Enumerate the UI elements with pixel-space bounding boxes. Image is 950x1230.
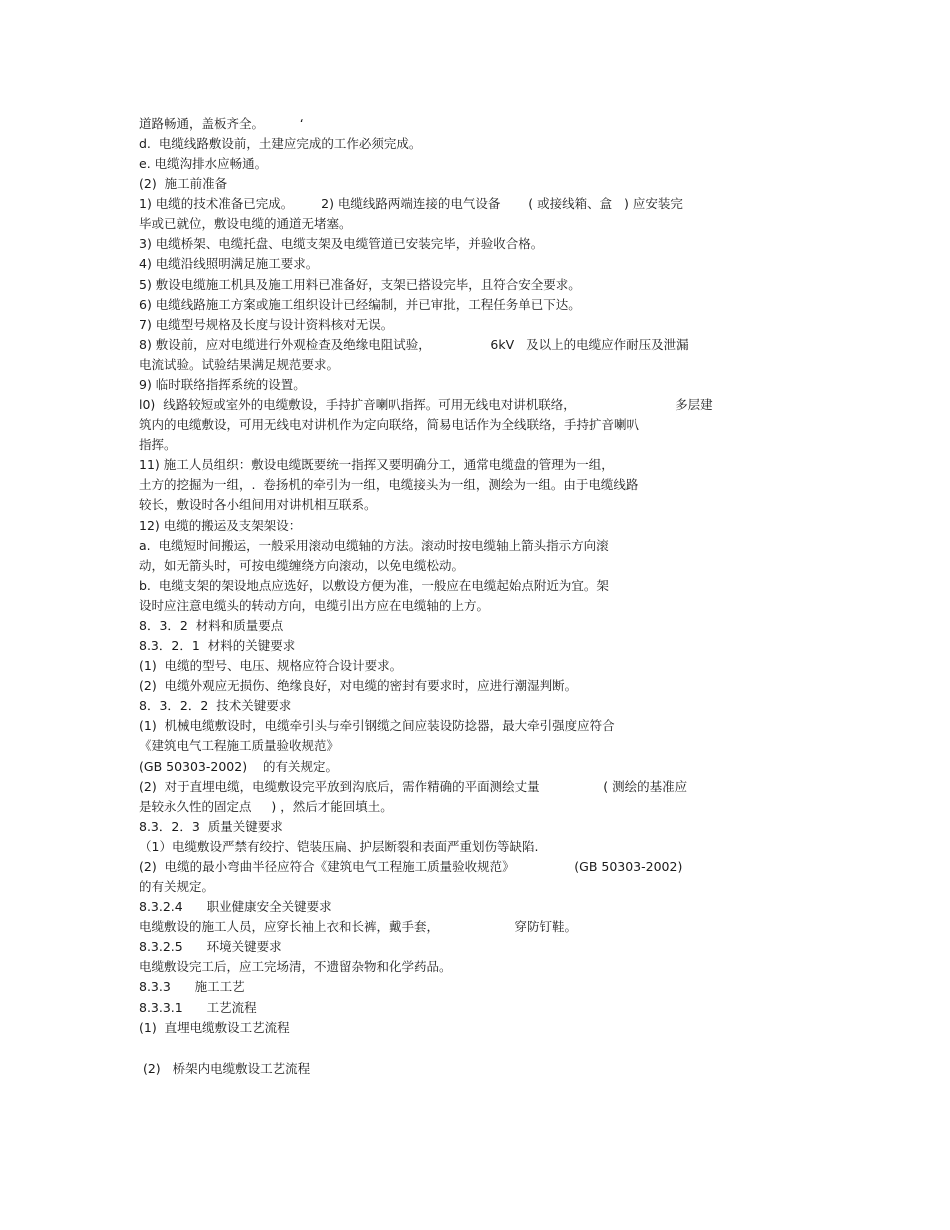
text-line: 土方的挖掘为一组，. 卷扬机的牵引为一组，电缆接头为一组，测绘为一组。由于电缆线路 [139,477,639,492]
text-line: (1) 机械电缆敷设时，电缆牵引头与牵引钢缆之间应装设防捻器，最大牵引强度应符合 [139,718,615,733]
text-line: (2) 电缆的最小弯曲半径应符合《建筑电气工程施工质量验收规范》 (GB 50303-2002) [139,859,683,874]
text-line: 的有关规定。 [139,879,215,894]
text-line: (2) 施工前准备 [139,176,228,191]
text-line: 7) 电缆型号规格及长度与设计资料核对无误。 [139,317,394,332]
text-line: (GB 50303-2002) 的有关规定。 [139,759,338,774]
text-line: 8) 敷设前，应对电缆进行外观检查及绝缘电阻试验， 6kV 及以上的电缆应作耐压及泄漏 [139,337,689,352]
text-line: 9) 临时联络指挥系统的设置。 [139,377,306,392]
text-line: 11) 施工人员组织：敷设电缆既要统一指挥又要明确分工，通常电缆盘的管理为一组， [139,457,614,472]
text-line: 毕或已就位，敷设电缆的通道无堵塞。 [139,216,352,231]
text-line: （1）电缆敷设严禁有绞拧、铠装压扁、护层断裂和表面严重划伤等缺陷. [139,839,539,854]
text-line: a. 电缆短时间搬运，一般采用滚动电缆轴的方法。滚动时按电缆轴上箭头指示方向滚 [139,538,609,553]
text-line: 6) 电缆线路施工方案或施工组织设计已经编制，并已审批，工程任务单已下达。 [139,297,581,312]
text-line: 设时应注意电缆头的转动方向，电缆引出方应在电缆轴的上方。 [139,598,490,613]
text-line: (2) 桥架内电缆敷设工艺流程 [139,1061,311,1076]
text-line: (1) 直埋电缆敷设工艺流程 [139,1020,290,1035]
text-line: 4) 电缆沿线照明满足施工要求。 [139,256,319,271]
section-heading: 8.3.2.4 职业健康安全关键要求 [139,899,332,914]
text-line: 《建筑电气工程施工质量验收规范》 [139,738,340,753]
text-line: 电缆敷设完工后，应工完场清，不遗留杂物和化学药品。 [139,959,452,974]
section-heading: 8.3.2.5 环境关键要求 [139,939,282,954]
text-line: 3) 电缆桥架、电缆托盘、电缆支架及电缆管道已安装完毕，并验收合格。 [139,236,544,251]
text-line: 较长，敷设时各小组间用对讲机相互联系。 [139,497,377,512]
text-line: 5) 敷设电缆施工机具及施工用料已准备好，支架已搭设完毕，且符合安全要求。 [139,277,581,292]
text-line: 是较永久性的固定点 ) ，然后才能回填土。 [139,799,393,814]
text-line: 筑内的电缆敷设，可用无线电对讲机作为定向联络，简易电话作为全线联络，手持扩音喇叭 [139,417,640,432]
text-line: l0) 线路较短或室外的电缆敷设，手持扩音喇叭指挥。可用无线电对讲机联络， 多层建 [139,397,713,412]
text-line: (2) 电缆外观应无损伤、绝缘良好，对电缆的密封有要求时，应进行潮湿判断。 [139,678,578,693]
text-line: 12) 电缆的搬运及支架架设： [139,518,302,533]
text-line: d. 电缆线路敷设前，土建应完成的工作必须完成。 [139,136,422,151]
text-line: 道路畅通，盖板齐全。 ‘ [139,116,304,131]
text-line: e. 电缆沟排水应畅通。 [139,156,268,171]
text-line: (1) 电缆的型号、电压、规格应符合设计要求。 [139,658,403,673]
section-heading: 8.3.3.1 工艺流程 [139,1000,257,1015]
text-line: 1) 电缆的技术准备已完成。 2) 电缆线路两端连接的电气设备 ( 或接线箱、盒 ) 应安装完 [139,196,683,211]
text-line: (2) 对于直埋电缆，电缆敷设完平放到沟底后，需作精确的平面测绘丈量 ( 测绘的基准应 [139,779,688,794]
text-line: 电缆敷设的施工人员，应穿长袖上衣和长裤，戴手套， 穿防钉鞋。 [139,919,577,934]
section-heading: 8.3．2．3 质量关键要求 [139,819,283,834]
text-line: b. 电缆支架的架设地点应选好，以敷设方便为准，一般应在电缆起始点附近为宜。架 [139,578,609,593]
section-heading: 8．3．2 材料和质量要点 [139,618,284,633]
section-heading: 8．3．2．2 技术关键要求 [139,698,292,713]
text-line: 指挥。 [139,437,177,452]
section-heading: 8.3．2．1 材料的关键要求 [139,638,296,653]
text-line: 电流试验。试验结果满足规范要求。 [139,357,340,372]
section-heading: 8.3.3 施工工艺 [139,979,245,994]
text-line: 动，如无箭头时，可按电缆缠绕方向滚动，以免电缆松动。 [139,558,465,573]
